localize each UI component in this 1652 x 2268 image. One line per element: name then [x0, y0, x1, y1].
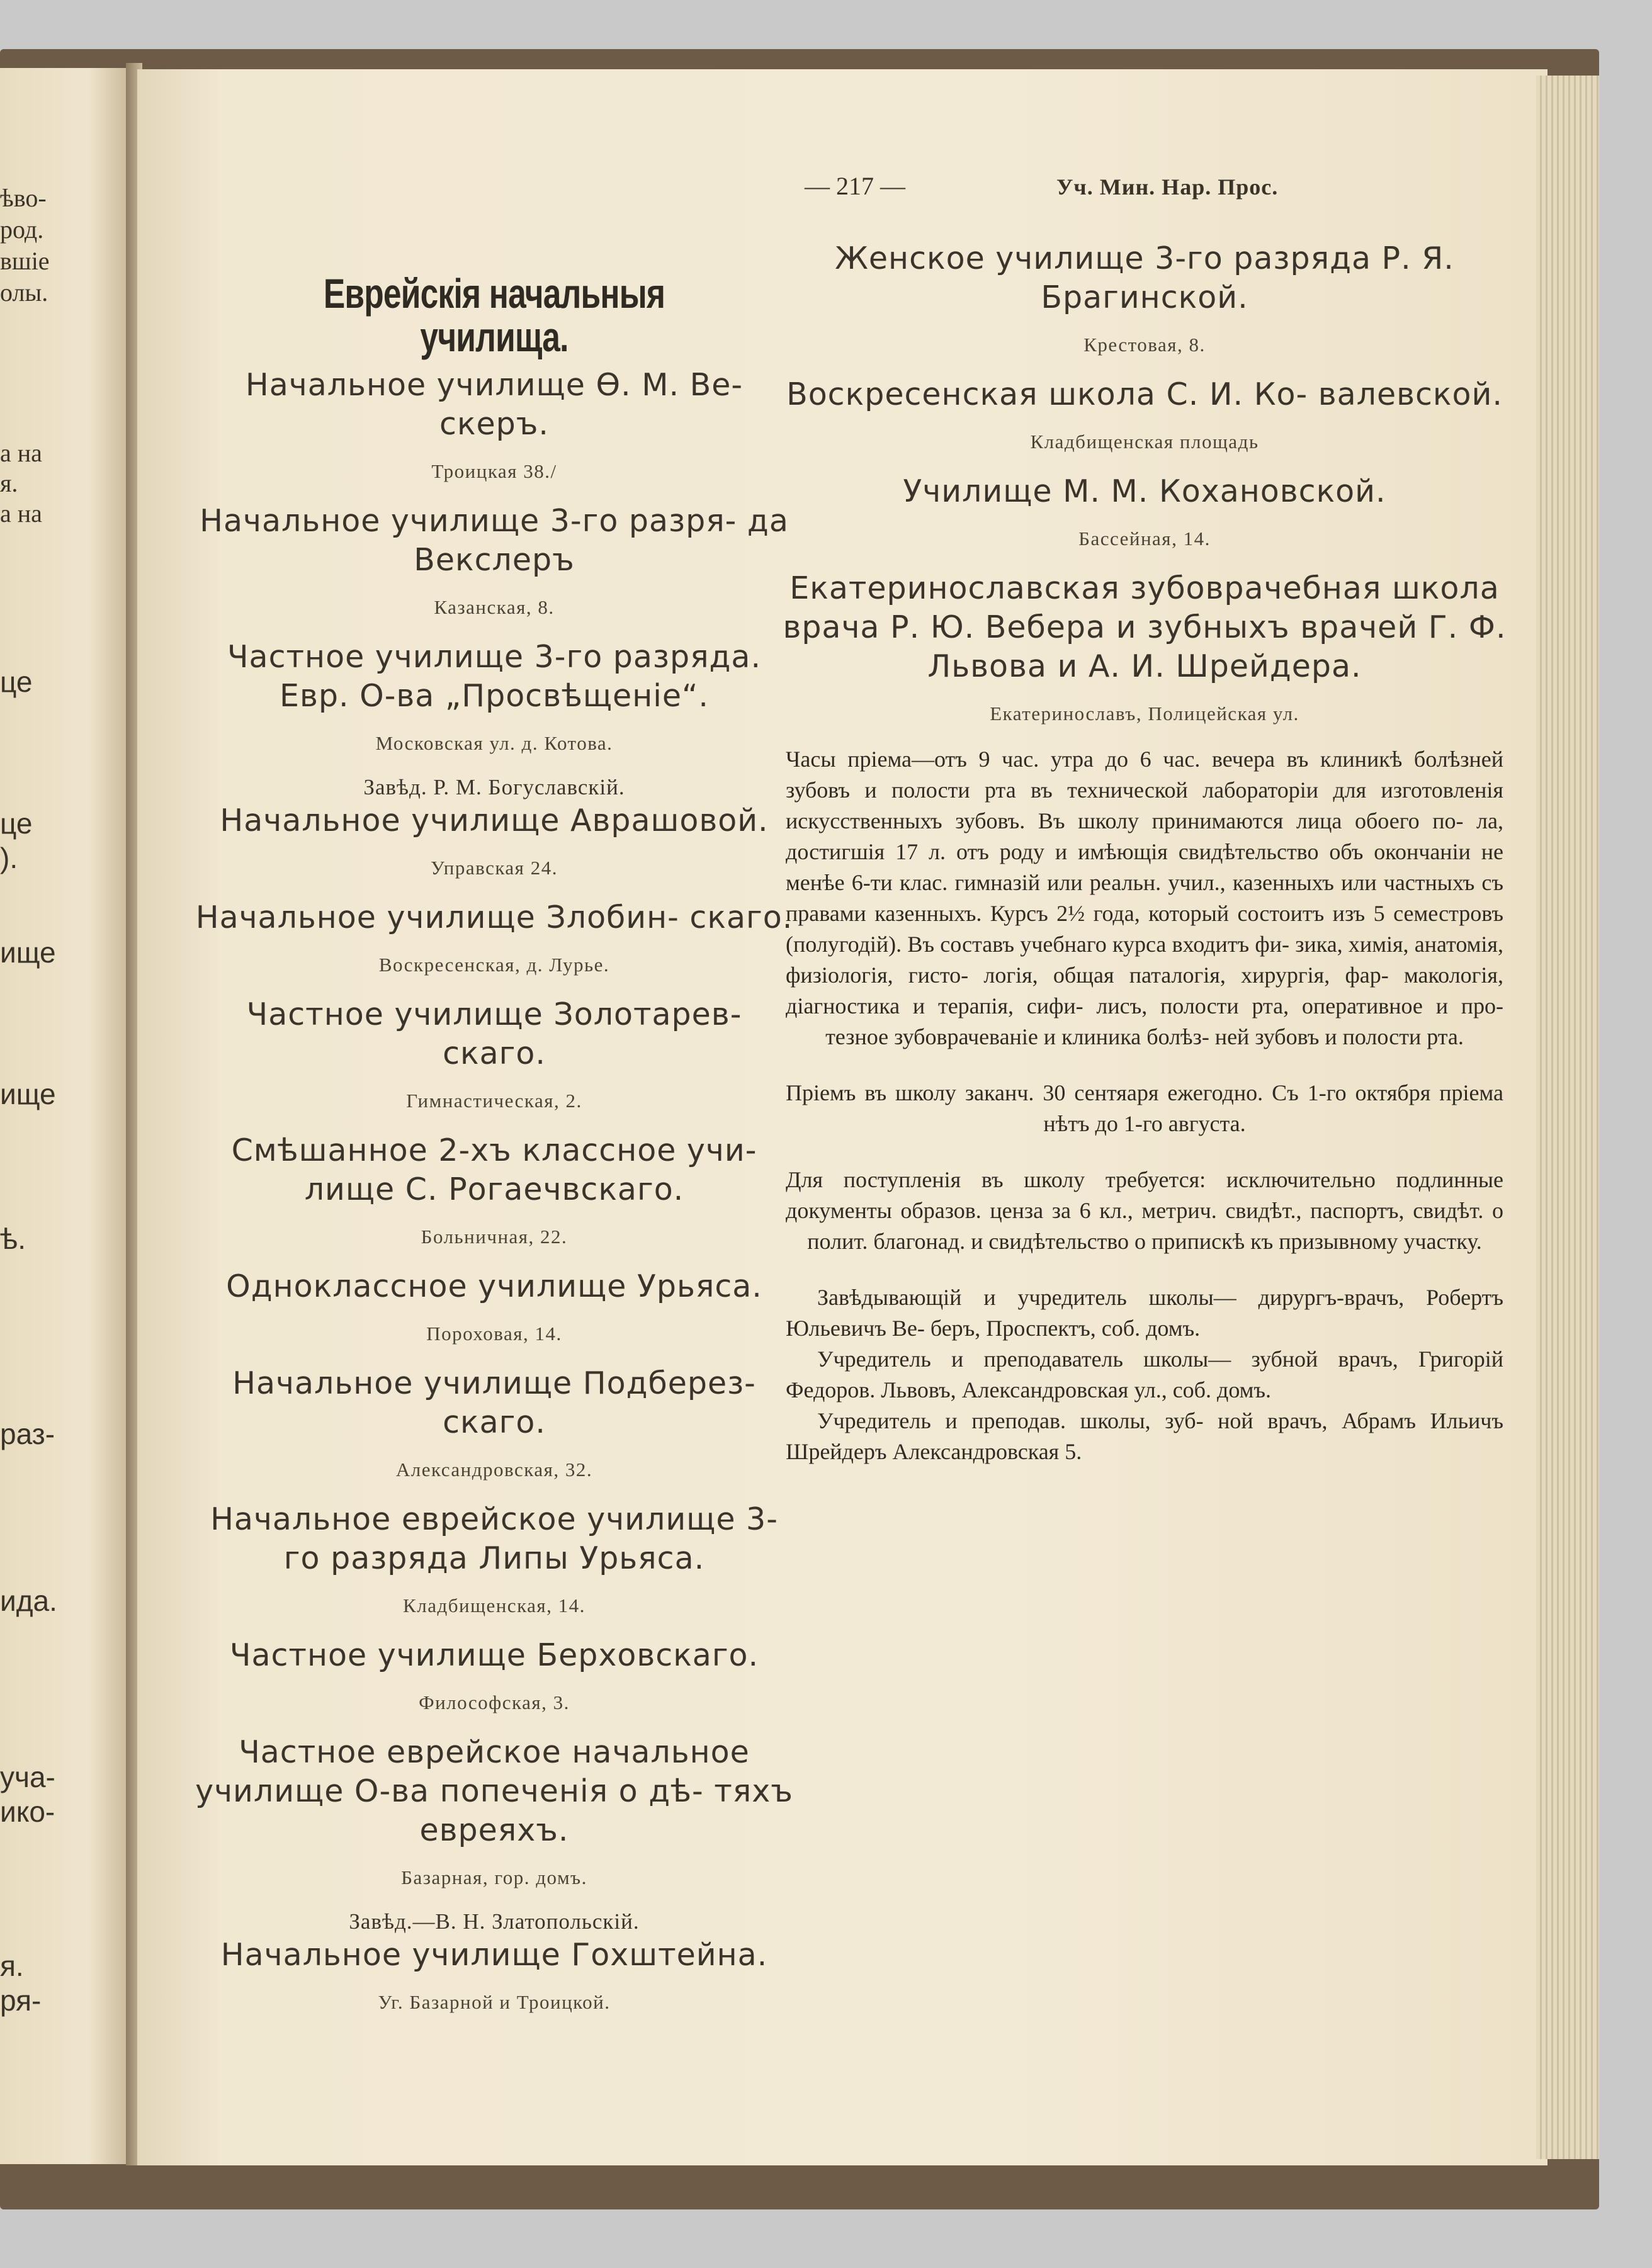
school-entry [195, 1131, 793, 1250]
school-name: Начальное еврейское училище 3-го разряда Липы Урьяса. [210, 1501, 778, 1576]
school-address: Казанская, 8. [434, 595, 555, 618]
school-director: Завѣд. Р. М. Богуславскій. [363, 774, 625, 799]
school-address: Управская 24. [431, 856, 558, 879]
school-entry [195, 898, 793, 978]
school-entry [195, 1733, 793, 1936]
school-address: Больничная, 22. [421, 1225, 568, 1248]
school-entry [195, 801, 793, 881]
school-address: Крестовая, 8. [1083, 334, 1206, 356]
school-director: Завѣд.—В. Н. Златопольскій. [349, 1909, 640, 1934]
page-number: — 217 — [805, 172, 905, 200]
left-page-fragment: уча- [0, 1761, 55, 1793]
section-title: Еврейскія начальныя училища. [323, 270, 665, 361]
school-entry [195, 995, 793, 1114]
school-entry [195, 1936, 793, 2015]
right-entries [773, 239, 1516, 726]
school-entry [195, 1636, 793, 1715]
school-address: Базарная, гор. домъ. [401, 1866, 587, 1888]
school-address: Уг. Базарной и Троицкой. [378, 1990, 611, 2013]
left-page-fragment: ище [0, 936, 56, 969]
school-paragraph: Завѣдывающій и учредитель школы— дирургъ-врачъ, Робертъ Юльевичъ Ве- беръ, Проспектъ, соб. домъ. [786, 1285, 1503, 1341]
school-address: Кладбищенская площадь [1030, 431, 1259, 453]
right-column [773, 239, 1516, 1467]
running-head [137, 171, 1547, 209]
school-name: Начальное училище Подберез- скаго. [232, 1365, 756, 1440]
school-address: Кладбищенская, 14. [403, 1594, 586, 1616]
school-entry [195, 502, 793, 620]
school-entry [195, 366, 793, 484]
school-name: Смѣшанное 2-хъ классное учи- лище С. Рогаечвскаго. [231, 1132, 757, 1207]
school-name: Начальное училище Злобин- скаго. [195, 899, 793, 935]
left-page-fragment: вшіе [0, 247, 50, 275]
school-name: Частное еврейское начальное училище О-ва попеченія о дѣ- тяхъ евреяхъ. [195, 1734, 793, 1848]
school-paragraph: Часы пріема—отъ 9 час. утра до 6 час. вечера въ клиникѣ болѣзней зубовъ и полости рта въ технической лабораторіи для изготовленія искусственныхъ зубовъ. Въ школу принимаются лица обоего по- ла, достигшія 17 л. отъ роду и имѣющія свидѣтельство объ окончаніи не менѣе 6-ти клас. гимназій или реальн. учил., казенныхъ или частныхъ съ правами казенныхъ. Курсъ 2½ года, который состоитъ изъ 5 семестровъ (полугодій). Въ составъ учебнаго курса входитъ фи- зика, химія, анатомія, физіологія, гисто- логія, общая паталогія, хирургія, фар- макологія, діагностика и терапія, сифи- лисъ, полости рта, оперативное и про- тезное зубоврачеваніе и клиника болѣз- ней зубовъ и полости рта. [786, 747, 1503, 1049]
school-address: Гимнастическая, 2. [406, 1089, 582, 1112]
left-page-fragment: ѣво- [0, 184, 47, 212]
school-address: Философская, 3. [419, 1691, 570, 1713]
school-entry [773, 239, 1516, 358]
school-entry [773, 569, 1516, 726]
school-address: Александровская, 32. [395, 1458, 593, 1481]
school-address: Пороховая, 14. [426, 1322, 562, 1345]
school-name: Училище М. М. Кохановской. [903, 473, 1386, 509]
left-page-fragment: ѣ. [0, 1222, 26, 1255]
school-address: Воскресенская, д. Лурье. [378, 953, 610, 976]
school-address: Бассейная, 14. [1078, 528, 1211, 550]
school-entry [195, 1364, 793, 1482]
school-name: Начальное училище 3-го разря- да Векслеръ [200, 502, 789, 578]
school-paragraph: Пріемъ въ школу заканч. 30 сентяаря ежегодно. Съ 1-го октября пріема нѣтъ до 1-го августа. [786, 1080, 1503, 1136]
running-head-title: Уч. Мин. Нар. Прос. [1056, 174, 1279, 200]
school-name: Воскресенская школа С. И. Ко- валевской. [786, 376, 1503, 412]
left-page-fragment: ря- [0, 1984, 42, 2017]
school-name: Начальное училище Ѳ. М. Ве- скеръ. [245, 366, 744, 442]
left-page-fragment: це [0, 807, 33, 840]
school-name: Одноклассное училище Урьяса. [226, 1268, 762, 1304]
left-page-fragment: олы. [0, 278, 48, 307]
school-name: Екатеринославская зубоврачебная школа врача Р. Ю. Вебера и зубныхъ врачей Г. Ф. Львова и А. И. Шрейдера. [783, 570, 1507, 684]
left-page-fragment: а на [0, 499, 42, 528]
school-entry [195, 1500, 793, 1618]
school-name: Частное училище 3-го разряда. Евр. О-ва „Просвѣщеніе“. [227, 638, 762, 714]
school-paragraph: Учредитель и преподаватель школы— зубной врачъ, Григорій Федоров. Львовъ, Александровская ул., соб. домъ. [786, 1346, 1503, 1402]
left-page [0, 68, 126, 2164]
school-entry [773, 472, 1516, 551]
school-entry [195, 1267, 793, 1346]
school-entry [195, 638, 793, 801]
school-paragraph: Для поступленія въ школу требуется: исключительно подлинные документы образов. ценза за 6 кл., метрич. свидѣт., паспортъ, свидѣт. о полит. благонад. и свидѣтельство о припискѣ къ призывному участку. [786, 1167, 1503, 1254]
right-page [137, 69, 1547, 2165]
school-name: Начальное училище Аврашовой. [220, 802, 769, 838]
page-edges [1536, 76, 1599, 2159]
left-entries [195, 366, 793, 2015]
school-address: Троицкая 38./ [431, 460, 557, 482]
left-page-fragment: ида. [0, 1584, 57, 1617]
school-name: Начальное училище Гохштейна. [220, 1936, 768, 1973]
left-page-fragment: ико- [0, 1795, 55, 1828]
left-page-fragment: це [0, 665, 33, 698]
left-page-fragment: ище [0, 1078, 56, 1110]
school-name: Частное училище Берховскаго. [229, 1637, 759, 1673]
left-page-fragment: ). [0, 842, 18, 874]
school-address: Екатеринославъ, Полицейская ул. [990, 702, 1299, 725]
school-name: Женское училище 3-го разряда Р. Я. Брагинской. [835, 240, 1454, 315]
school-name: Частное училище Золотарев- скаго. [246, 996, 742, 1071]
left-page-fragment: род. [0, 215, 44, 244]
left-column [195, 239, 793, 2033]
left-page-fragment: а на [0, 439, 42, 467]
school-paragraph: Учредитель и преподав. школы, зуб- ной врачъ, Абрамъ Ильичъ Шрейдеръ Александровская 5. [786, 1408, 1503, 1464]
school-address: Московская ул. д. Котова. [375, 731, 613, 754]
left-page-fragment: я. [0, 1949, 24, 1982]
left-page-fragment: раз- [0, 1418, 55, 1450]
right-paragraphs [773, 744, 1516, 1467]
school-entry [773, 375, 1516, 454]
left-page-fragment: я. [0, 469, 18, 497]
